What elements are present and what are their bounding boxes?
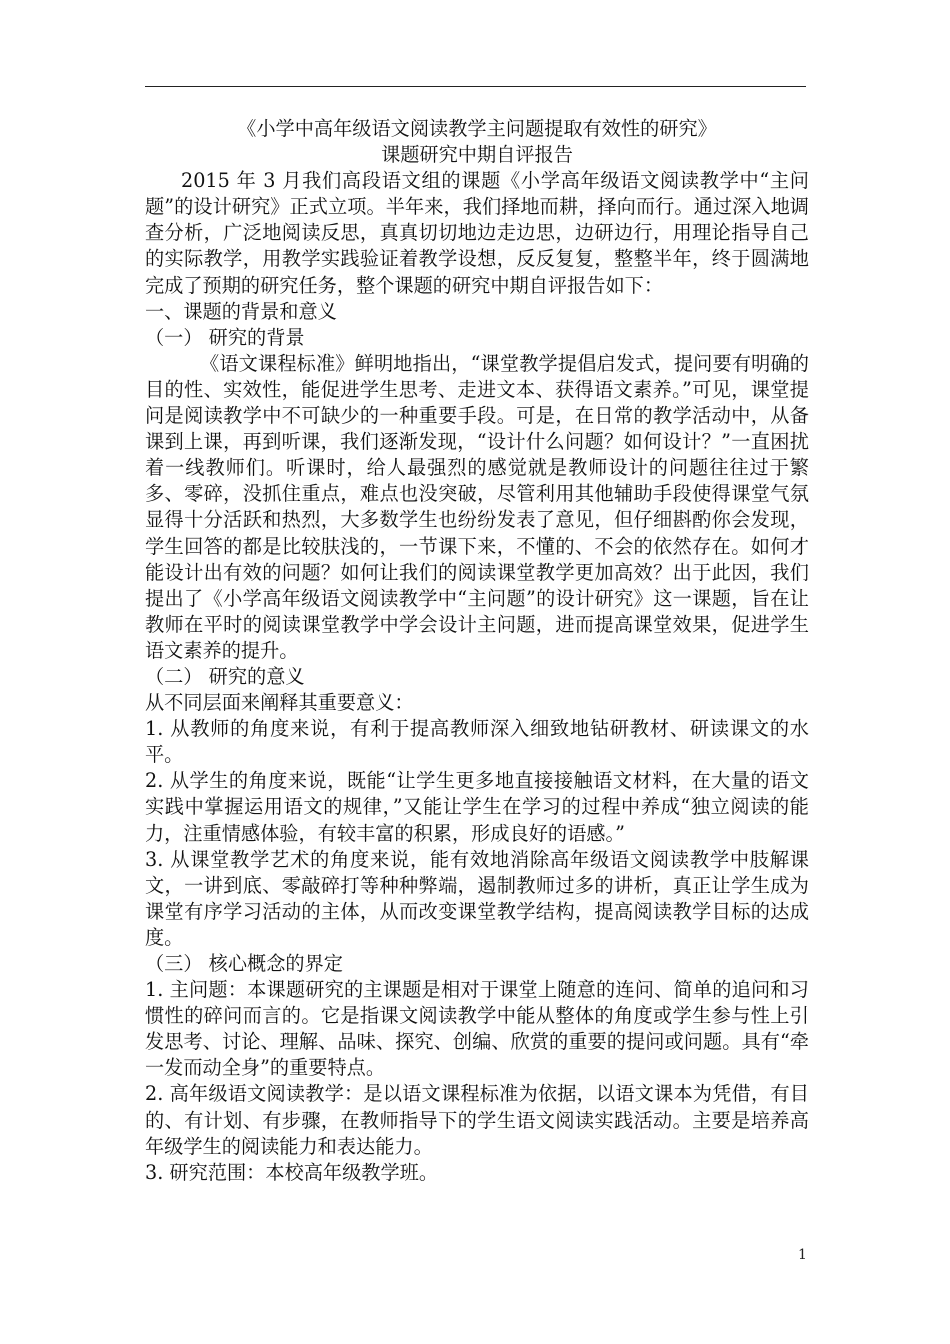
document-subtitle: 课题研究中期自评报告 <box>381 143 573 167</box>
document-title: 《小学中高年级语文阅读教学主问题提取有效性的研究》 <box>237 117 717 140</box>
header-rule <box>145 86 806 87</box>
subsection-heading-1: （一） 研究的背景 <box>145 325 305 349</box>
section-heading-1: 一、课题的背景和意义 <box>145 299 337 323</box>
significance-item-2: 2. 从学生的角度来说，既能“让学生更多地直接接触语文材料，在大量的语文实践中掌握运用语文的规律，”又能让学生在学习的过程中养成“独立阅读的能力，注重情感体验，有较丰富的积累，形成良好的语感。” <box>145 769 809 845</box>
background-paragraph: 《语文课程标准》鲜明地指出，“课堂教学提倡启发式，提问要有明确的目的性、实效性，能促进学生思考、走进文本、获得语文素养。”可见，课堂提问是阅读教学中不可缺少的一种重要手段。可是，在日常的教学活动中，从备课到上课，再到听课，我们逐渐发现，“设计什么问题？如何设计？”一直困扰着一线教师们。听课时，给人最强烈的感觉就是教师设计的问题往往过于繁多、零碎，没抓住重点，难点也没突破，尽管利用其他辅助手段使得课堂气氛显得十分活跃和热烈，大多数学生也纷纷发表了意见，但仔细斟酌你会发现，学生回答的都是比较肤浅的，一节课下来，不懂的、不会的依然存在。如何才能设计出有效的问题？如何让我们的阅读课堂教学更加高效？出于此因，我们提出了《小学高年级语文阅读教学中“主问题”的设计研究》这一课题，旨在让教师在平时的阅读课堂教学中学会设计主问题，进而提高课堂效果，促进学生语文素养的提升。 <box>145 351 809 662</box>
subsection-heading-2: （二） 研究的意义 <box>145 664 305 688</box>
significance-intro: 从不同层面来阐释其重要意义： <box>145 691 414 715</box>
page-number: 1 <box>798 1247 807 1263</box>
subsection-heading-3: （三） 核心概念的界定 <box>145 952 343 975</box>
document-body <box>145 116 809 1186</box>
intro-paragraph: 2015 年 3 月我们高段语文组的课题《小学高年级语文阅读教学中“主问题”的设计研究》正式立项。半年来，我们择地而耕，择向而行。通过深入地调查分析，广泛地阅读反思，真真切切地边走边思，边研边行，用理论指导自己的实际教学，用教学实践验证着教学设想，反反复复，整整半年，终于圆满地完成了预期的研究任务，整个课题的研究中期自评报告如下： <box>145 169 809 297</box>
significance-item-3: 3. 从课堂教学艺术的角度来说，能有效地消除高年级语文阅读教学中肢解课文，一讲到底、零敲碎打等种种弊端，遏制教师过多的讲析，真正让学生成为课堂有序学习活动的主体，从而改变课堂教学结构，提高阅读教学目标的达成度。 <box>145 847 809 949</box>
concept-item-3: 3. 研究范围：本校高年级教学班。 <box>145 1160 439 1184</box>
concept-item-1: 1. 主问题：本课题研究的主课题是相对于课堂上随意的连问、简单的追问和习惯性的碎问而言的。它是指课文阅读教学中能从整体的角度或学生参与性上引发思考、讨论、理解、品味、探究、创编、欣赏的重要的提问或问题。具有“牵一发而动全身”的重要特点。 <box>145 978 809 1080</box>
concept-item-2: 2. 高年级语文阅读教学：是以语文课程标准为依据，以语文课本为凭借，有目的、有计划、有步骤，在教师指导下的学生语文阅读实践活动。主要是培养高年级学生的阅读能力和表达能力。 <box>145 1082 809 1158</box>
significance-item-1: 1. 从教师的角度来说，有利于提高教师深入细致地钻研教材、研读课文的水平。 <box>145 717 809 767</box>
